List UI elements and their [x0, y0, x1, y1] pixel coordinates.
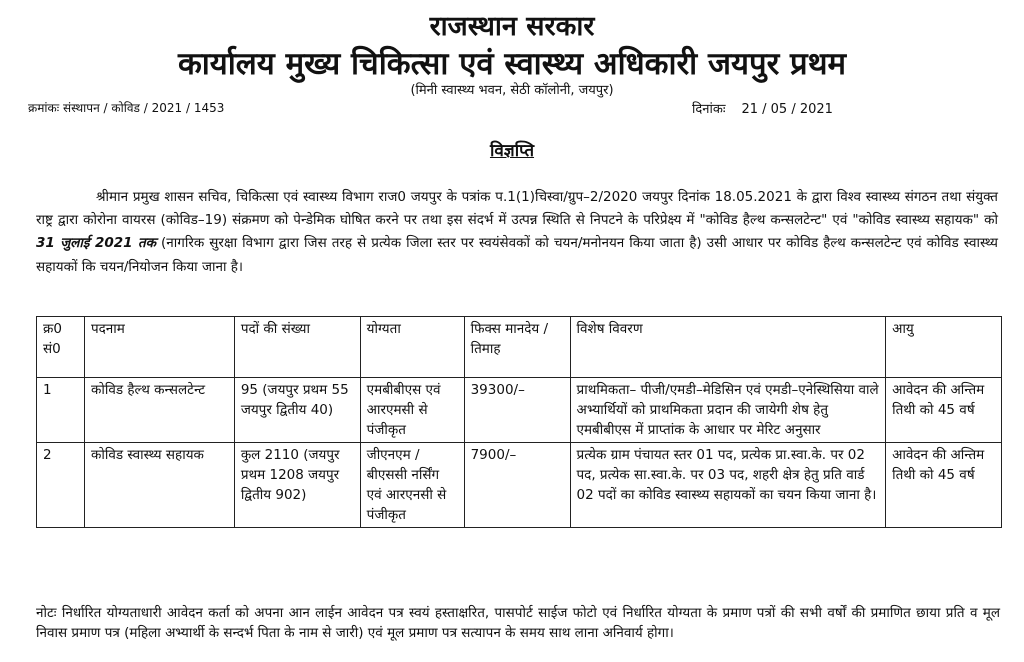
header-details: विशेष विवरण: [570, 317, 886, 378]
row-age: आवेदन की अन्तिम तिथी को 45 वर्ष: [886, 443, 1002, 528]
header-age: आयु: [886, 317, 1002, 378]
row-count: 95 (जयपुर प्रथम 55 जयपुर द्वितीय 40): [234, 378, 360, 443]
row-honorarium: 39300/–: [464, 378, 570, 443]
row-post: कोविड हैल्थ कन्सलटेन्ट: [84, 378, 234, 443]
header-count: पदों की संख्या: [234, 317, 360, 378]
row-qualification: एमबीबीएस एवं आरएमसी से पंजीकृत: [360, 378, 464, 443]
paragraph-text-2: (नागरिक सुरक्षा विभाग द्वारा जिस तरह से प्रत्येक जिला स्तर पर स्वयंसेवकों को चयन/मनोनयन किया जाता है) उसी आधार पर कोविड हैल्थ कन्सलटेन्ट एवं कोविड स्वास्थ्य सहायकों कि चयन/नियोजन किया जाना है।: [36, 235, 998, 275]
header-honorarium: फिक्स मानदेय /तिमाह: [464, 317, 570, 378]
row-age: आवेदन की अन्तिम तिथी को 45 वर्ष: [886, 378, 1002, 443]
footnote: नोटः निर्धारित योग्यताधारी आवेदन कर्ता को अपना आन लाईन आवेदन पत्र स्वयं हस्ताक्षरित, पासपोर्ट साईज फोटो एवं निर्धारित योग्यता के प्रमाण पत्रों की सभी वर्षों की प्रमाणित छाया प्रति व मूल निवास प्रमाण पत्र (महिला अभ्यार्थी के सन्दर्भ पिता के नाम से जारी) एवं मूल प्रमाण पत्र सत्यापन के समय साथ लाना अनिवार्य होगा।: [36, 605, 1000, 641]
reference-number: क्रमांकः संस्थापन / कोविड / 2021 / 1453: [28, 101, 225, 115]
table-row: [37, 443, 1002, 528]
date-label: दिनांकः: [692, 102, 726, 117]
row-honorarium: 7900/–: [464, 443, 570, 528]
header-sno: क्र0 सं0: [37, 317, 85, 378]
row-sno: 1: [37, 378, 85, 443]
row-sno: 2: [37, 443, 85, 528]
row-post: कोविड स्वास्थ्य सहायक: [84, 443, 234, 528]
notice-paragraph: [36, 186, 998, 279]
row-qualification: जीएनएम /बीएससी नर्सिंग एवं आरएनसी से पंजीकृत: [360, 443, 464, 528]
row-details: प्रत्येक ग्राम पंचायत स्तर 01 पद, प्रत्येक प्रा.स्वा.के. पर 02 पद, प्रत्येक सा.स्वा.के. पर 03 पद, शहरी क्षेत्र हेतु प्रति वार्ड 02 पदों का कोविड स्वास्थ्य सहायकों का चयन किया जाना है।: [570, 443, 886, 528]
row-count: कुल 2110 (जयपुर प्रथम 1208 जयपुर द्वितीय 902): [234, 443, 360, 528]
posts-table: [36, 316, 1002, 528]
notice-title: विज्ञप्ति: [489, 141, 535, 161]
table-header-row: [37, 317, 1002, 378]
header-qualification: योग्यता: [360, 317, 464, 378]
deadline-text: 31 जुलाई 2021 तक: [36, 235, 157, 252]
office-heading: कार्यालय मुख्य चिकित्सा एवं स्वास्थ्य अधिकारी जयपुर प्रथम: [177, 46, 847, 82]
paragraph-text-1: श्रीमान प्रमुख शासन सचिव, चिकित्सा एवं स्वास्थ्य विभाग राज0 जयपुर के पत्रांक प.1(1)चिस्वा/ग्रुप–2/2020 जयपुर दिनांक 18.05.2021 के द्वारा विश्व स्वास्थ्य संगठन तथा संयुक्त राष्ट्र द्वारा कोरोना वायरस (कोविड–19) संक्रमण को पेन्डेमिक घोषित करने पर तथा इस संदर्भ में उत्पन्न स्थिति से निपटने के परिप्रेक्ष्य में "कोविड हैल्थ कन्सलटेन्ट" एवं "कोविड स्वास्थ्य सहायक" को: [36, 189, 998, 229]
office-address: (मिनी स्वास्थ्य भवन, सेठी कॉलोनी, जयपुर): [410, 83, 614, 98]
table-row: [37, 378, 1002, 443]
header-post: पदनाम: [84, 317, 234, 378]
date-value: 21 / 05 / 2021: [741, 102, 833, 117]
government-heading: राजस्थान सरकार: [429, 11, 595, 42]
notice-date: [692, 99, 833, 117]
row-details: प्राथमिकता– पीजी/एमडी–मेडिसिन एवं एमडी–एनेस्थिसिया वाले अभ्यार्थियों को प्राथमिकता प्रदान की जायेगी शेष हेतु एमबीबीएस में प्राप्तांक के आधार पर मेरिट अनुसार: [570, 378, 886, 443]
